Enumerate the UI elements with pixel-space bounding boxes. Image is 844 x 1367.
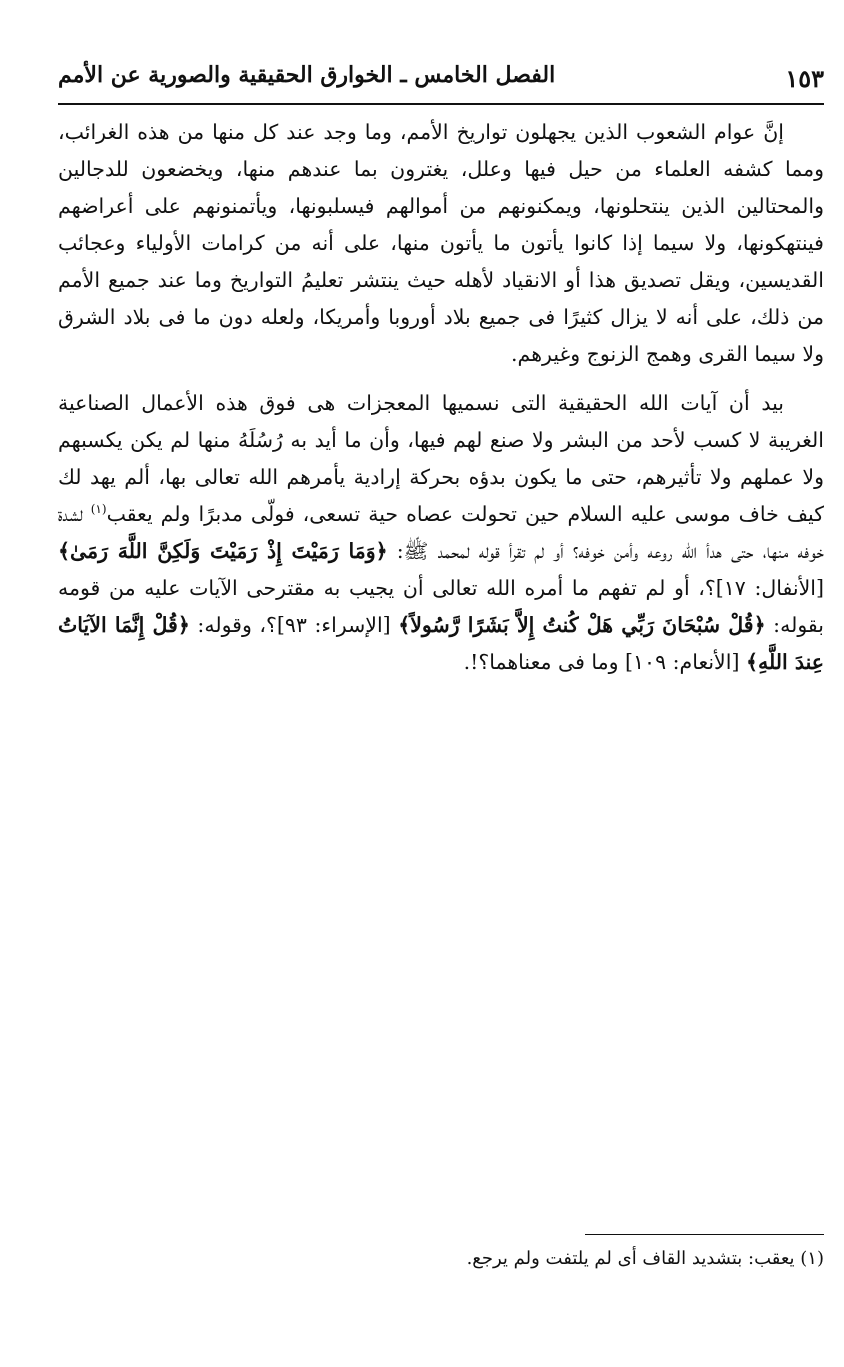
paragraph-2-text-b: لشدة خوفه منها، حتى هدأ الله روعه وأمن خوفه؟ أو لم تقرأ قوله لمحمد ﷺ: xyxy=(58,502,824,563)
quran-verse-3: ﴿قُلْ إِنَّمَا الآيَاتُ عِندَ اللَّهِ﴾ xyxy=(58,613,824,674)
page-number: ١٥٣ xyxy=(785,64,824,93)
quran-verse-1: ﴿وَمَا رَمَيْتَ إِذْ رَمَيْتَ وَلَكِنَّ اللَّهَ رَمَىٰ﴾ xyxy=(58,539,388,563)
footnote: (١) يعقب: بتشديد القاف أى لم يلتفت ولم يرجع. xyxy=(466,1248,824,1269)
header-divider xyxy=(58,103,824,105)
quran-verse-2: ﴿قُلْ سُبْحَانَ رَبِّي هَلْ كُنتُ إِلاَّ بَشَرًا رَّسُولاً﴾ xyxy=(398,613,766,637)
paragraph-2 xyxy=(58,385,824,681)
running-title: الفصل الخامس ـ الخوارق الحقيقية والصورية عن الأمم xyxy=(58,62,556,88)
paragraph-2-text-c: [الأنفال: ١٧]؟، أو لم تفهم ما أمره الله تعالى أن يجيب به مقترحى الآيات عليه من قومه بقوله: xyxy=(58,576,824,637)
paragraph-2-text-a: بيد أن آيات الله الحقيقية التى نسميها المعجزات هى فوق هذه الأعمال الصناعية الغريبة لا كسب لأحد من البشر ولا صنع لهم فيها، وأن ما أيد به رُسُلَهُ منها لم يكن يكسبهم ولا عملهم ولا تأثيرهم، حتى ما يكون بدؤه بحركة إرادية يأمرهم الله تعالى بها، ألم يهد لك كيف خاف موسى عليه السلام حين تحولت عصاه حية تسعى، فولّى مدبرًا ولم يعقب xyxy=(58,391,824,526)
paragraph-2-text-e: [الأنعام: ١٠٩] وما فى معناهما؟!. xyxy=(463,650,746,674)
main-text xyxy=(58,114,824,693)
footnote-divider xyxy=(585,1234,824,1235)
footnote-reference: (١) xyxy=(90,502,107,517)
paragraph-2-text-d: [الإسراء: ٩٣]؟، وقوله: xyxy=(189,613,399,637)
paragraph-1: إنَّ عوام الشعوب الذين يجهلون تواريخ الأمم، وما وجد عند كل منها من هذه الغرائب، ومما كشفه العلماء من حيل فيها وعلل، يغترون بما عندهم منها، ويخضعون للدجالين والمحتالين الذين ينتحلونها، ويمكنونهم من أموالهم فيسلبونها، ويأتمنونهم على أعراضهم فينتهكونها، ولا سيما إذا كانوا يأتون ما يأتون منها، على أنه من كرامات الأولياء وعجائب القديسين، ويقل تصديق هذا أو الانقياد لأهله حيث ينتشر تعليمُ التواريخ وما عند جميع الأمم من ذلك، على أنه لا يزال كثيرًا فى جميع بلاد أوروبا وأمريكا، ولعله دون ما فى بلاد الشرق ولا سيما القرى وهمج الزنوج وغيرهم. xyxy=(58,120,824,366)
page-header xyxy=(58,56,824,102)
